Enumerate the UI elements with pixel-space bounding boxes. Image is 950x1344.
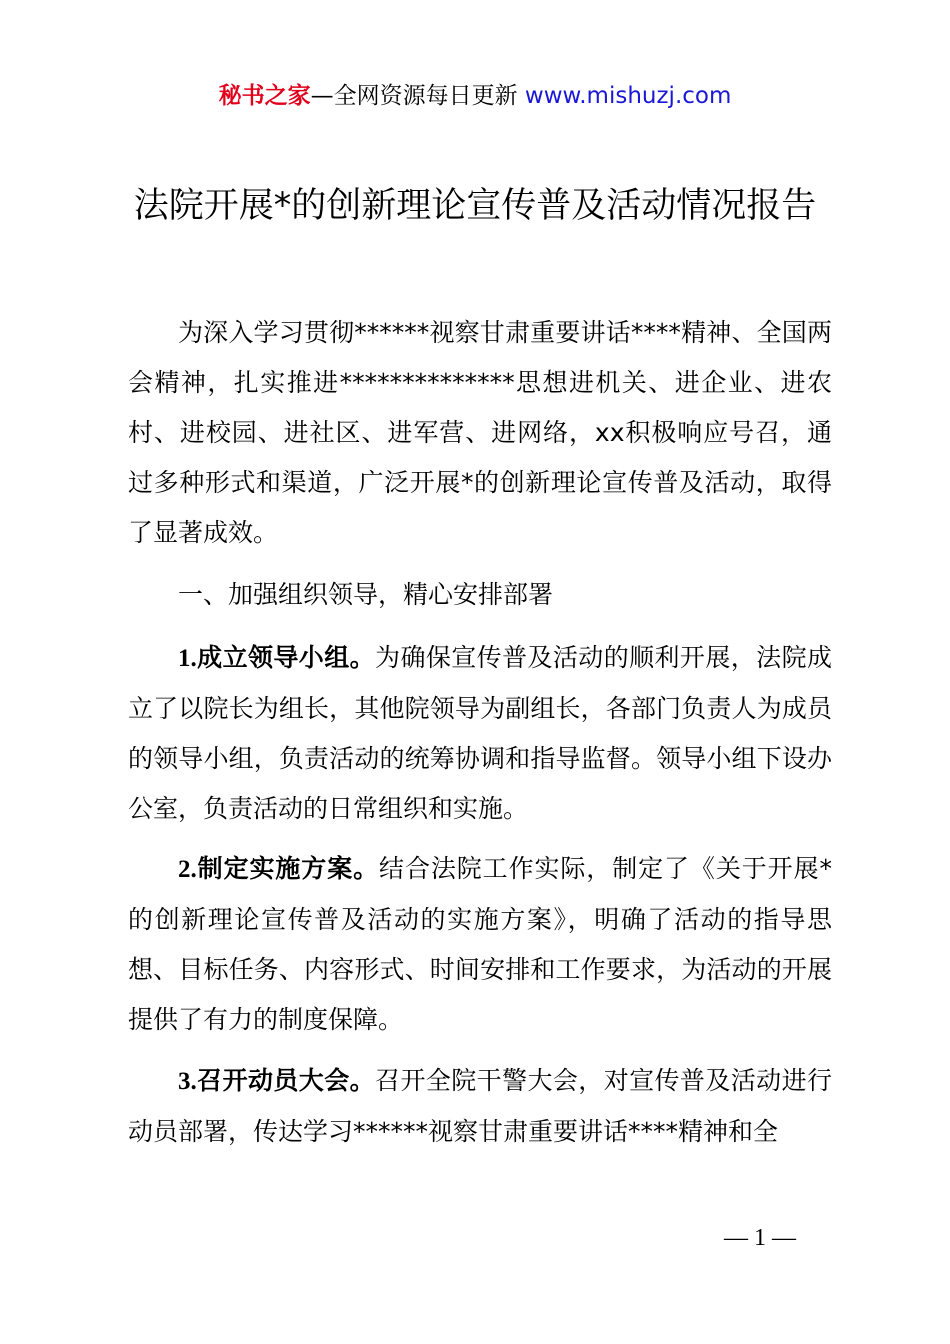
item-number: 3. — [178, 1068, 197, 1095]
item-number: 1. — [178, 645, 197, 672]
banner-slogan: —全网资源每日更新 — [310, 83, 525, 109]
item-text: 召开全院干警大会，对宣传普及活动进行动员部署，传达学习******视察甘肃重要讲话****精神和全 — [128, 1066, 832, 1146]
brand-name: 秘书之家 — [218, 83, 311, 109]
website-link[interactable]: www.mishuzj.com — [524, 83, 732, 109]
list-item — [128, 844, 832, 1045]
item-number: 2. — [178, 856, 197, 883]
item-title: 召开动员大会。 — [196, 1066, 376, 1095]
site-banner — [0, 80, 950, 112]
list-item — [128, 1056, 832, 1157]
list-item — [128, 633, 832, 834]
item-title: 制定实施方案。 — [196, 854, 380, 883]
page-number: — 1 — — [724, 1225, 796, 1251]
section-heading: 一、加强组织领导，精心安排部署 — [178, 580, 554, 609]
intro-paragraph: 为深入学习贯彻******视察甘肃重要讲话****精神、全国两会精神，扎实推进**************思想进机关、进企业、进农村、进校园、进社区、进军营、进网络，xx积极响应号召，通过多种形式和渠道，广泛开展*的创新理论宣传普及活动，取得了显著成效。 — [128, 318, 832, 547]
item-text: 为确保宣传普及活动的顺利开展，法院成立了以院长为组长，其他院领导为副组长，各部门负责人为成员的领导小组，负责活动的统筹协调和指导监督。领导小组下设办公室，负责活动的日常组织和实施。 — [128, 643, 832, 823]
document-title: 法院开展*的创新理论宣传普及活动情况报告 — [133, 186, 817, 226]
item-title: 成立领导小组。 — [196, 643, 376, 672]
item-text: 结合法院工作实际，制定了《关于开展*的创新理论宣传普及活动的实施方案》，明确了活动的指导思想、目标任务、内容形式、时间安排和工作要求，为活动的开展提供了有力的制度保障。 — [128, 854, 832, 1034]
